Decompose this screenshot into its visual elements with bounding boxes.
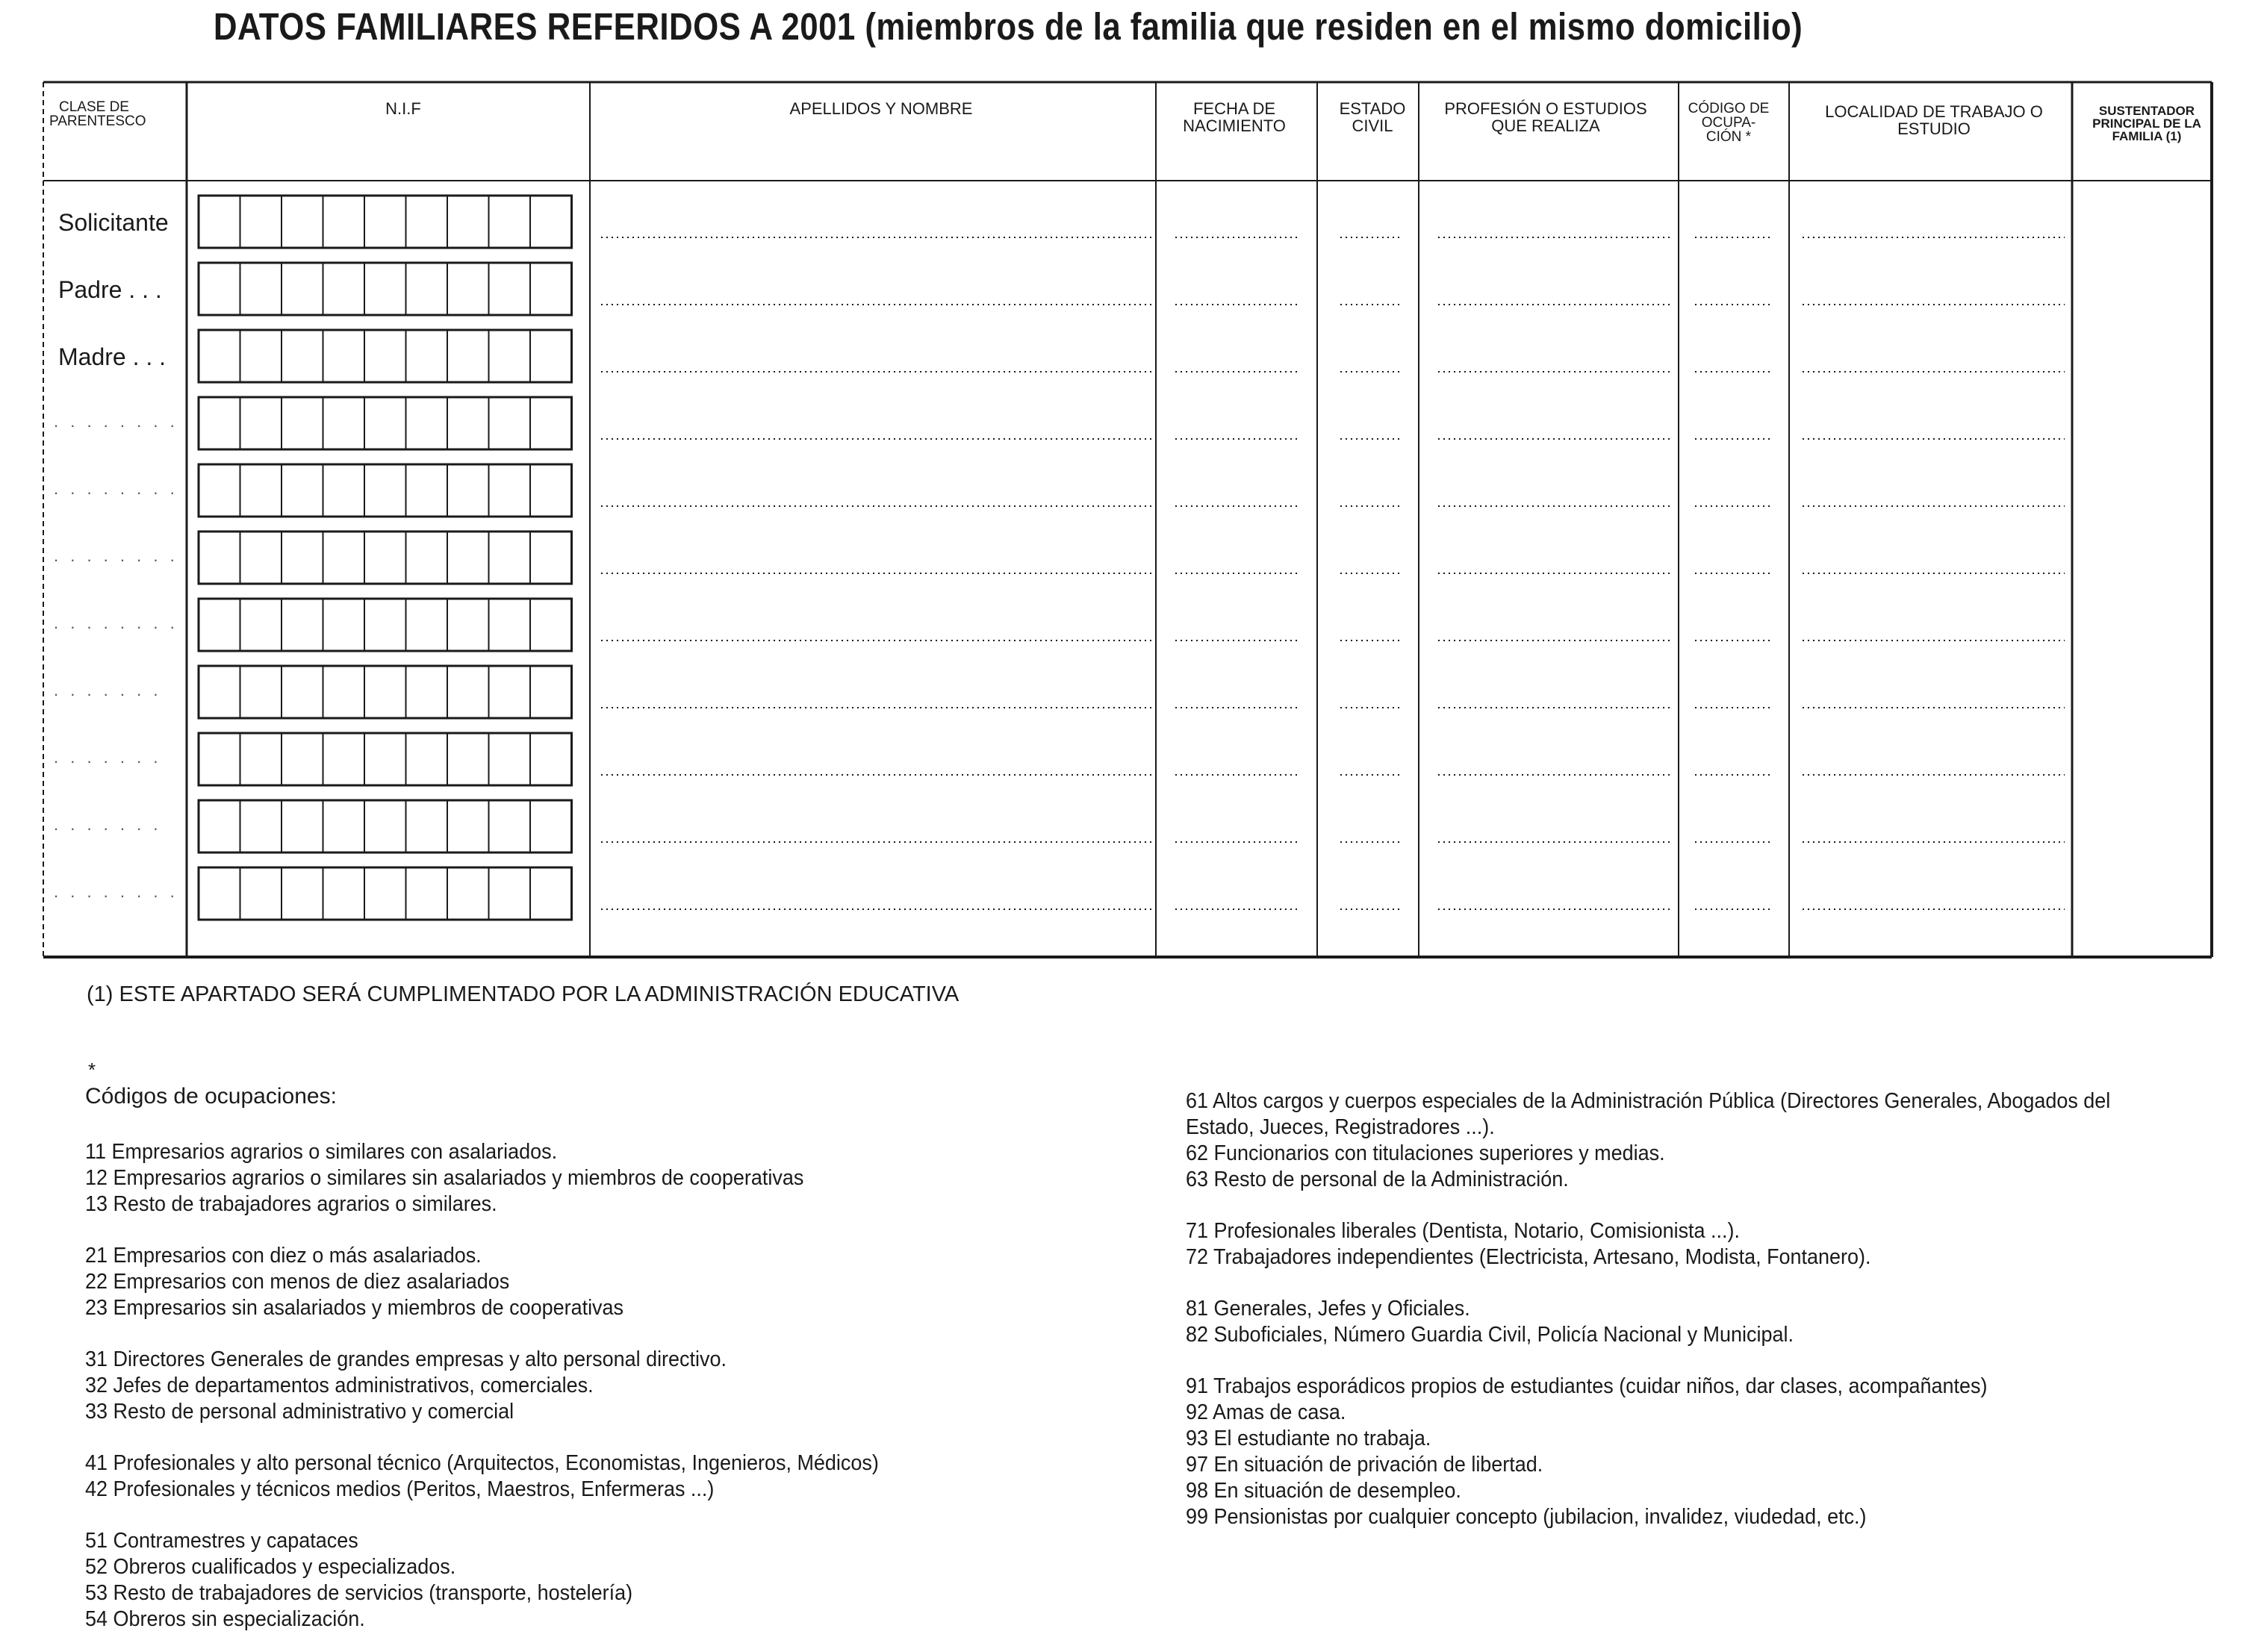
nif-box bbox=[199, 397, 572, 449]
occupation-code-item: 22 Empresarios con menos de diez asalariados bbox=[85, 1270, 510, 1294]
row-label-blank: . . . . . . . bbox=[54, 681, 162, 699]
occupation-code-item: 23 Empresarios sin asalariados y miembros de cooperativas bbox=[85, 1296, 624, 1320]
occupation-code-item: 62 Funcionarios con titulaciones superiores y medias. bbox=[1186, 1141, 1665, 1165]
nif-box bbox=[199, 733, 572, 785]
occupation-code-item: 54 Obreros sin especialización. bbox=[85, 1607, 365, 1631]
row-label-blank: . . . . . . . . bbox=[54, 412, 178, 431]
occupation-code-item: 82 Suboficiales, Número Guardia Civil, Policía Nacional y Municipal. bbox=[1186, 1323, 1794, 1347]
row-label: Madre . . . bbox=[58, 343, 167, 370]
occupation-code-item: 51 Contramestres y capataces bbox=[85, 1529, 358, 1553]
occupation-code-item: 31 Directores Generales de grandes empresas y alto personal directivo. bbox=[85, 1347, 727, 1371]
occupation-code-item: 61 Altos cargos y cuerpos especiales de la Administración Pública (Directores Generales, Abogados del bbox=[1186, 1089, 2111, 1113]
footnote: (1) ESTE APARTADO SERÁ CUMPLIMENTADO POR LA ADMINISTRACIÓN EDUCATIVA bbox=[87, 982, 960, 1006]
code-group-gap bbox=[1186, 1193, 2110, 1218]
header-codigo: CÓDIGO DE OCUPA- CIÓN * bbox=[1688, 101, 1770, 145]
occupation-code-item: 81 Generales, Jefes y Oficiales. bbox=[1186, 1297, 1470, 1321]
code-group-gap bbox=[85, 1321, 879, 1347]
occupation-code-item: 13 Resto de trabajadores agrarios o similares. bbox=[85, 1192, 497, 1216]
row-label: Solicitante bbox=[58, 209, 169, 236]
row-label-blank: . . . . . . . bbox=[54, 815, 162, 834]
code-group-gap bbox=[85, 1503, 879, 1528]
header-localidad: LOCALIDAD DE TRABAJO O ESTUDIO bbox=[1825, 102, 2043, 138]
occupation-code-item: 52 Obreros cualificados y especializados. bbox=[85, 1555, 456, 1579]
occupation-code-item: 98 En situación de desempleo. bbox=[1186, 1479, 1461, 1503]
header-clase: CLASE DE PARENTESCO bbox=[49, 99, 146, 129]
occupation-code-item: 11 Empresarios agrarios o similares con asalariados. bbox=[85, 1140, 558, 1164]
nif-box bbox=[199, 196, 572, 248]
codes-list-left bbox=[85, 1139, 879, 1633]
occupation-code-item: Estado, Jueces, Registradores ...). bbox=[1186, 1115, 1495, 1139]
row-label-blank: . . . . . . . . bbox=[54, 882, 178, 901]
occupation-code-item: 41 Profesionales y alto personal técnico (Arquitectos, Economistas, Ingenieros, Médicos) bbox=[85, 1451, 879, 1475]
occupation-code-item: 21 Empresarios con diez o más asalariados. bbox=[85, 1244, 482, 1268]
nif-box bbox=[199, 263, 572, 315]
occupation-code-item: 92 Amas de casa. bbox=[1186, 1400, 1346, 1424]
occupation-code-item: 12 Empresarios agrarios o similares sin asalariados y miembros de cooperativas bbox=[85, 1166, 804, 1190]
header-fecha: FECHA DE NACIMIENTO bbox=[1183, 99, 1286, 135]
title-main: DATOS FAMILIARES REFERIDOS A 2001 bbox=[213, 5, 856, 48]
occupation-code-item: 63 Resto de personal de la Administración. bbox=[1186, 1168, 1569, 1191]
nif-box bbox=[199, 599, 572, 651]
code-group-gap bbox=[1186, 1271, 2110, 1296]
title-subtitle: (miembros de la familia que residen en el mismo domicilio) bbox=[865, 5, 1803, 48]
occupation-code-item: 91 Trabajos esporádicos propios de estudiantes (cuidar niños, dar clases, acompañantes) bbox=[1186, 1374, 1988, 1398]
nif-box bbox=[199, 867, 572, 920]
occupation-code-item: 97 En situación de privación de libertad. bbox=[1186, 1453, 1543, 1477]
row-label-blank: . . . . . . . . bbox=[54, 479, 178, 498]
header-nif: N.I.F bbox=[385, 99, 421, 118]
row-label-blank: . . . . . . . . bbox=[54, 614, 178, 632]
header-estado: ESTADO CIVIL bbox=[1339, 99, 1406, 135]
occupation-code-item: 71 Profesionales liberales (Dentista, Notario, Comisionista ...). bbox=[1186, 1219, 1740, 1243]
header-apellidos: APELLIDOS Y NOMBRE bbox=[789, 99, 973, 118]
code-group-gap bbox=[1186, 1348, 2110, 1374]
occupation-code-item: 32 Jefes de departamentos administrativos, comerciales. bbox=[85, 1374, 594, 1397]
codes-title: Códigos de ocupaciones: bbox=[85, 1084, 337, 1109]
nif-box bbox=[199, 464, 572, 517]
asterisk-marker: * bbox=[88, 1059, 96, 1081]
occupation-code-item: 53 Resto de trabajadores de servicios (transporte, hostelería) bbox=[85, 1581, 633, 1605]
row-label-blank: . . . . . . . bbox=[54, 748, 162, 767]
row-label-blank: . . . . . . . . bbox=[54, 546, 178, 565]
code-group-gap bbox=[85, 1218, 879, 1243]
row-label: Padre . . . bbox=[58, 276, 162, 303]
occupation-code-item: 33 Resto de personal administrativo y comercial bbox=[85, 1400, 514, 1424]
nif-box bbox=[199, 330, 572, 382]
nif-box bbox=[199, 532, 572, 584]
header-profesion: PROFESIÓN O ESTUDIOS QUE REALIZA bbox=[1444, 99, 1647, 135]
occupation-code-item: 93 El estudiante no trabaja. bbox=[1186, 1427, 1431, 1450]
occupation-code-item: 42 Profesionales y técnicos medios (Peritos, Maestros, Enfermeras ...) bbox=[85, 1477, 715, 1501]
header-sustentador: SUSTENTADOR PRINCIPAL DE LA FAMILIA (1) bbox=[2092, 104, 2201, 143]
nif-box bbox=[199, 800, 572, 853]
occupation-code-item: 99 Pensionistas por cualquier concepto (jubilacion, invalidez, viudedad, etc.) bbox=[1186, 1505, 1867, 1529]
occupation-code-item: 72 Trabajadores independientes (Electricista, Artesano, Modista, Fontanero). bbox=[1186, 1245, 1871, 1269]
nif-box bbox=[199, 666, 572, 718]
code-group-gap bbox=[85, 1425, 879, 1450]
codes-list-right bbox=[1186, 1088, 2110, 1530]
